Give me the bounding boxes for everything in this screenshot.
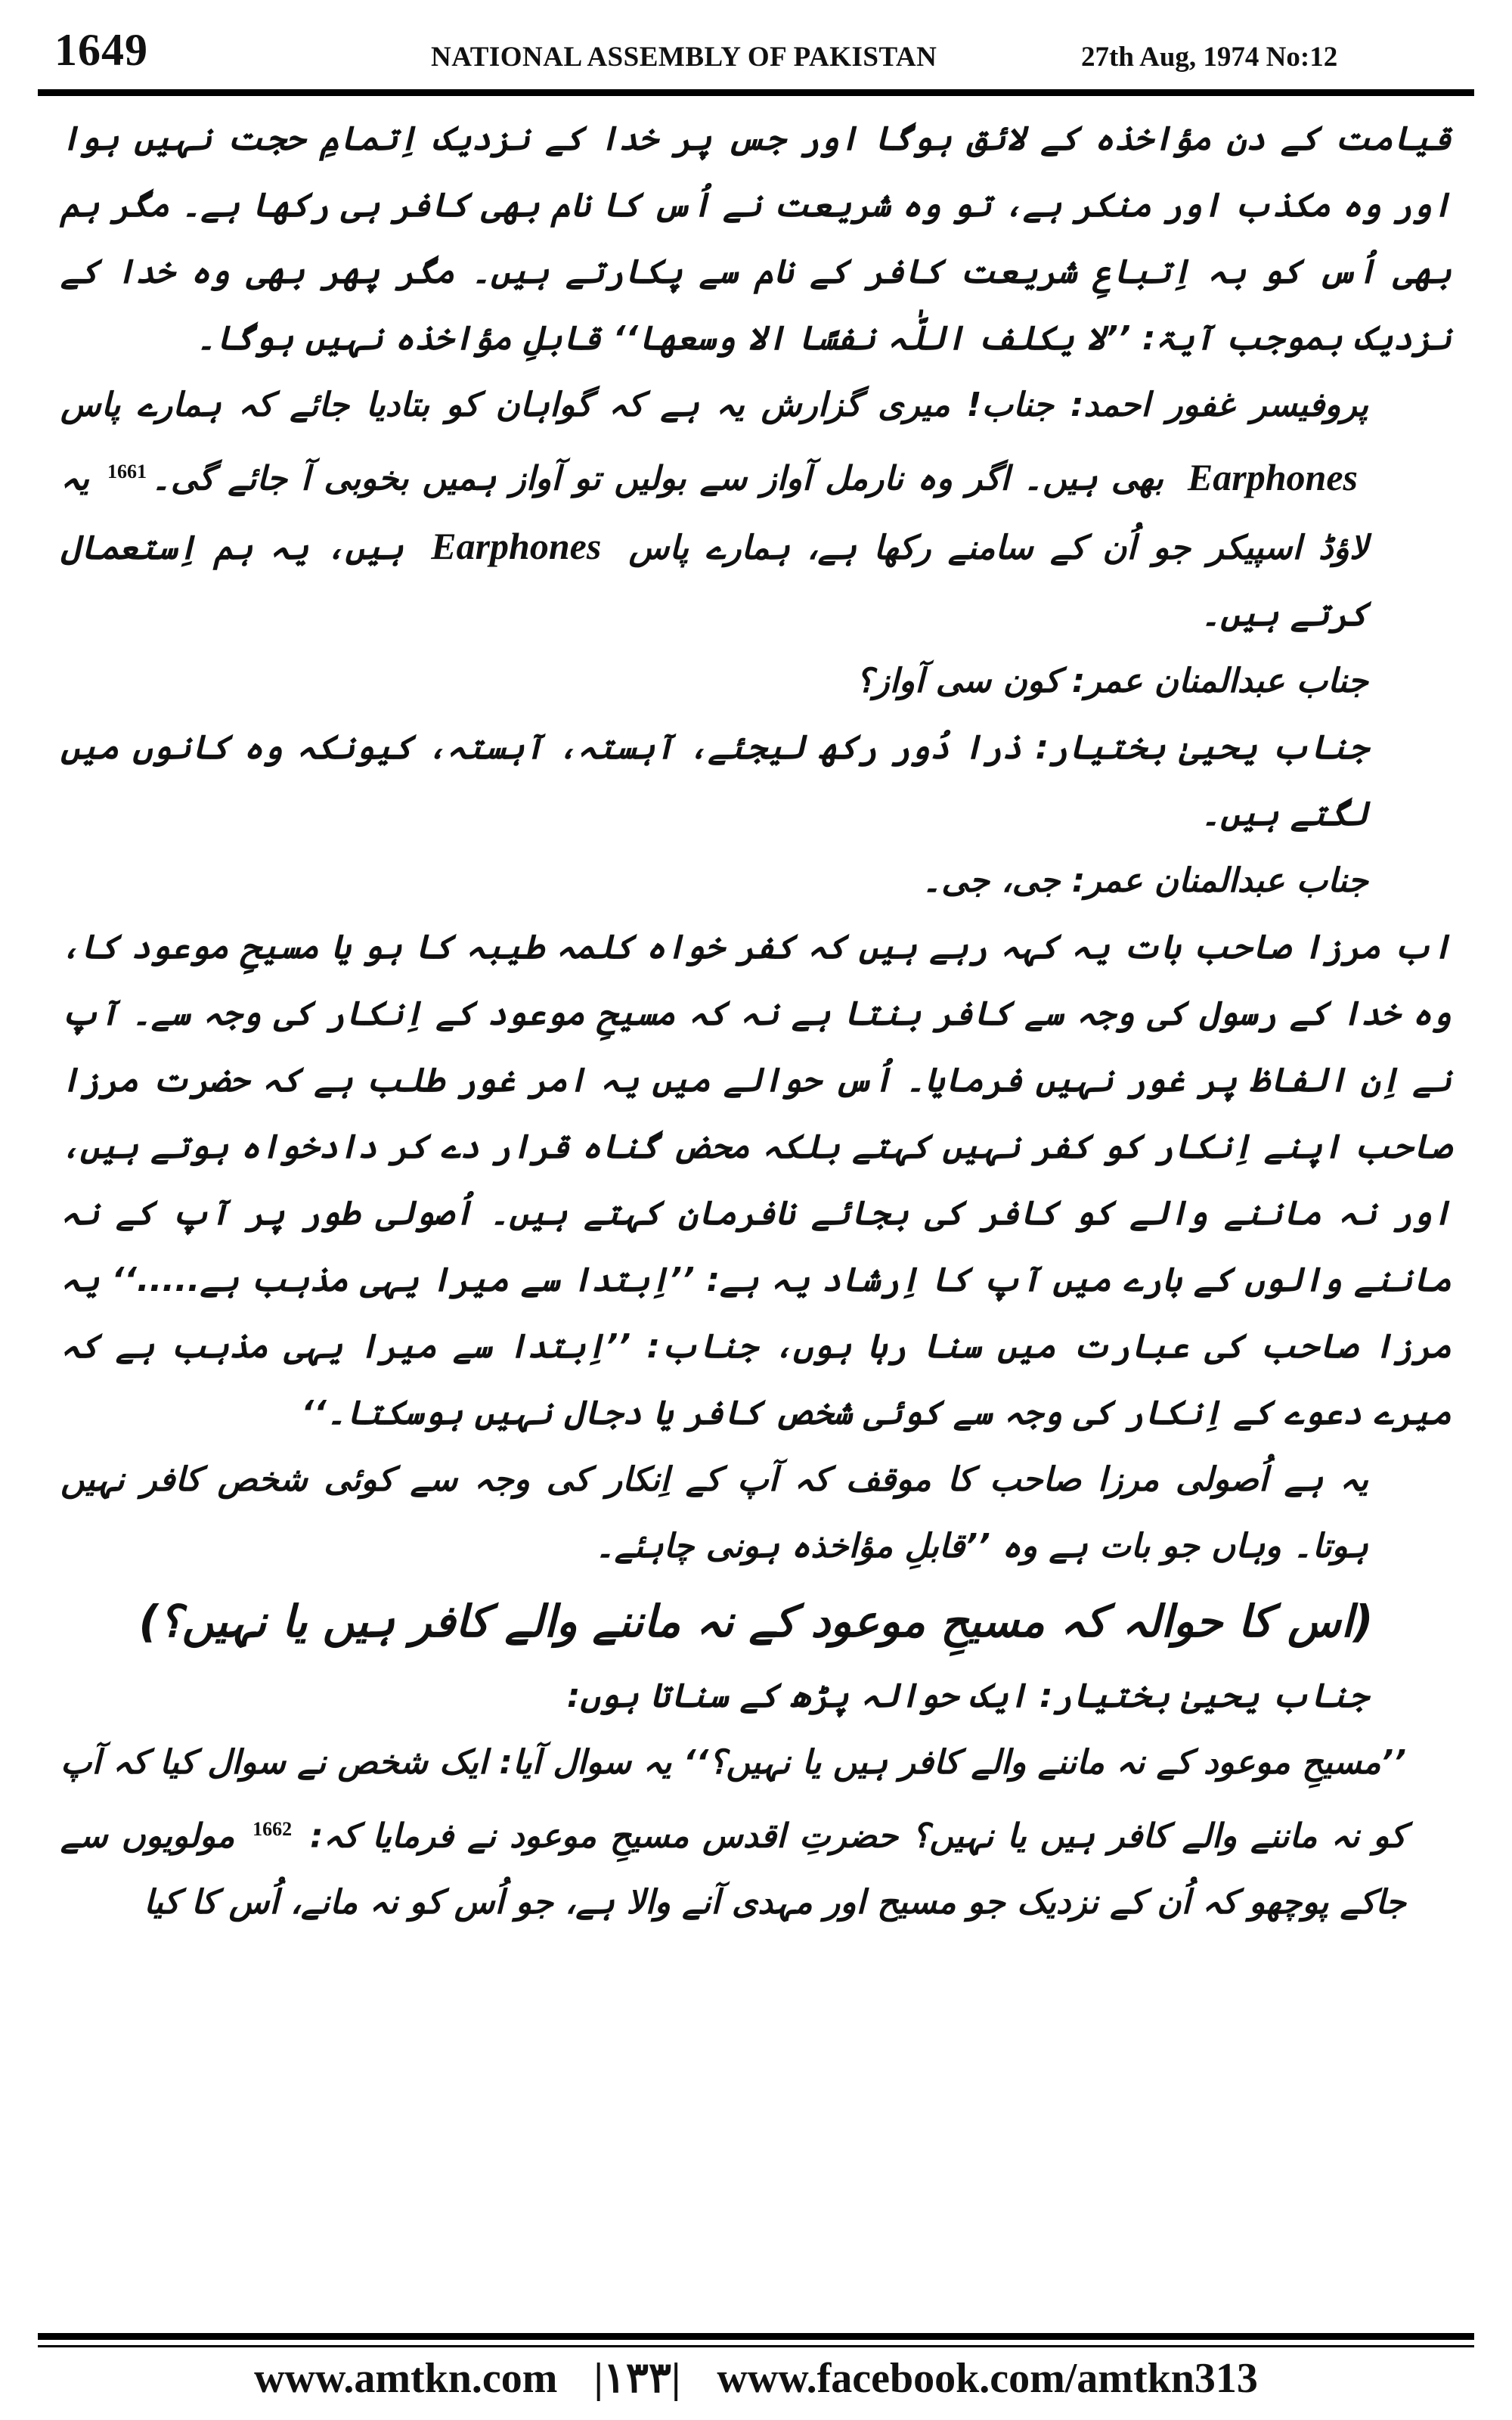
footer-website-link[interactable]: www.amtkn.com bbox=[254, 2355, 558, 2402]
header-title: NATIONAL ASSEMBLY OF PAKISTAN bbox=[431, 42, 937, 73]
footer-facebook-link[interactable]: www.facebook.com/amtkn313 bbox=[717, 2355, 1258, 2402]
paragraph-text: ’’مسیحِ موعود کے نہ ماننے والے کافر ہیں یا نہیں؟‘‘ یہ سوال آیا: ایک شخص نے سوال کیا کہ آپ کو نہ ماننے والے کافر ہیں یا نہیں؟ حضرتِ اقدس مسیحِ موعود نے فرمایا کہ: bbox=[60, 1742, 1406, 1856]
page-footer bbox=[38, 2353, 1474, 2414]
paragraph-5 bbox=[60, 848, 1452, 914]
paragraph-text: جی، جی۔ bbox=[922, 861, 1061, 900]
paragraph-text: ذرا دُور رکھ لیجئے، آہستہ، آہستہ، کیونکہ وہ کانوں میں لگتے ہیں۔ bbox=[60, 728, 1368, 833]
paragraph-text: ہیں، یہ ہم اِستعمال کرتے ہیں۔ bbox=[60, 528, 1368, 634]
footnote-marker: 1662 bbox=[253, 1817, 293, 1840]
speaker-name: پروفیسر غفور احمد: bbox=[1070, 386, 1368, 424]
paragraph-9 bbox=[60, 1730, 1452, 1937]
english-term: Earphones bbox=[431, 524, 602, 567]
header-date-info: 27th Aug, 1974 No:12 bbox=[1081, 42, 1338, 73]
paragraph-1: قیامت کے دن مؤاخذہ کے لائق ہوگا اور جس پر خدا کے نزدیک اِتمامِ حجت نہیں ہوا اور وہ مکذب اور منکر ہے، تو وہ شریعت نے اُس کا نام بھی کافر ہی رکھا ہے۔ مگر ہم بھی اُس کو بہ اِتباعِ شریعت کافر کے نام سے پکارتے ہیں۔ مگر پھر بھی وہ خدا کے نزدیک بموجب آیۃ: ’’لا یکلف اللّٰہ نفسًا الا وسعھا‘‘ قابلِ مؤاخذہ نہیں ہوگا۔ bbox=[60, 119, 1452, 358]
paragraph-text: جناب! میری گزارش یہ ہے کہ گواہان کو بتادیا جائے کہ ہمارے پاس bbox=[60, 386, 1054, 424]
paragraph-3 bbox=[60, 648, 1452, 715]
footer-page-marker: |۱۳۳| bbox=[593, 2355, 681, 2402]
paragraph-7: یہ ہے اُصولی مرزا صاحب کا موقف کہ آپ کے اِنکار کی وجہ سے کوئی شخص کافر نہیں ہوتا۔ وہاں جو بات ہے وہ ’’قابلِ مؤاخذہ ہونی چاہئے۔ bbox=[60, 1460, 1368, 1565]
paragraph-text: کون سی آواز؟ bbox=[856, 661, 1061, 700]
section-heading: (اس کا حوالہ کہ مسیحِ موعود کے نہ ماننے والے کافر ہیں یا نہیں؟) bbox=[138, 1595, 1374, 1647]
paragraph-6: اب مرزا صاحب بات یہ کہہ رہے ہیں کہ کفر خواہ کلمہ طیبہ کا ہو یا مسیحِ موعود کا، وہ خدا کے رسول کی وجہ سے کافر بنتا ہے نہ کہ مسیحِ موعود کے اِنکار کی وجہ سے۔ آپ نے اِن الفاظ پر غور نہیں فرمایا۔ اُس حوالے میں یہ امر غور طلب ہے کہ حضرت مرزا صاحب اپنے اِنکار کو کفر نہیں کہتے بلکہ محض گناہ قرار دے کر دادخواہ ہوتے ہیں، اور نہ ماننے والے کو کافر کی بجائے نافرمان کہتے ہیں۔ اُصولی طور پر آپ کے نہ ماننے والوں کے بارے میں آپ کا اِرشاد یہ ہے: ’’اِبتدا سے میرا یہی مذہب ہے.....‘‘ یہ مرزا صاحب کی عبارت میں سنا رہا ہوں، جناب: ’’اِبتدا سے میرا یہی مذہب ہے کہ میرے دعوے کے اِنکار کی وجہ سے کوئی شخص کافر یا دجال نہیں ہوسکتا۔‘‘ bbox=[60, 927, 1452, 1432]
speaker-name: جناب یحییٰ بختیار: bbox=[1035, 728, 1368, 767]
english-term: Earphones bbox=[1187, 455, 1358, 498]
paragraph-text: بھی ہیں۔ اگر وہ نارمل آواز سے بولیں تو آواز ہمیں بخوبی آ جائے گی۔ bbox=[151, 459, 1163, 498]
document-body bbox=[60, 106, 1452, 2314]
footer-rule-thin bbox=[38, 2345, 1474, 2347]
paragraph-2 bbox=[60, 372, 1452, 648]
footer-rule-thick bbox=[38, 2333, 1474, 2340]
speaker-name: جناب عبدالمنان عمر: bbox=[1071, 661, 1368, 700]
paragraph-text: یہ لاؤڈ اسپیکر جو اُن کے سامنے رکھا ہے، ہمارے پاس bbox=[60, 459, 1368, 567]
speaker-name: جناب عبدالمنان عمر: bbox=[1071, 861, 1368, 900]
footnote-marker: 1661 bbox=[107, 461, 147, 482]
speaker-name: جناب یحییٰ بختیار: bbox=[1040, 1676, 1368, 1715]
page-number: 1649 bbox=[54, 25, 148, 75]
paragraph-4 bbox=[60, 715, 1452, 848]
paragraph-text: ایک حوالہ پڑھ کے سناتا ہوں: bbox=[566, 1676, 1028, 1715]
paragraph-8 bbox=[60, 1663, 1452, 1730]
paragraph-text: مولویوں سے جاکے پوچھو کہ اُن کے نزدیک جو مسیح اور مہدی آنے والا ہے، جو اُس کو نہ مانے، اُس کا کیا bbox=[60, 1817, 1406, 1922]
header-rule bbox=[38, 89, 1474, 96]
page-header bbox=[38, 14, 1474, 97]
